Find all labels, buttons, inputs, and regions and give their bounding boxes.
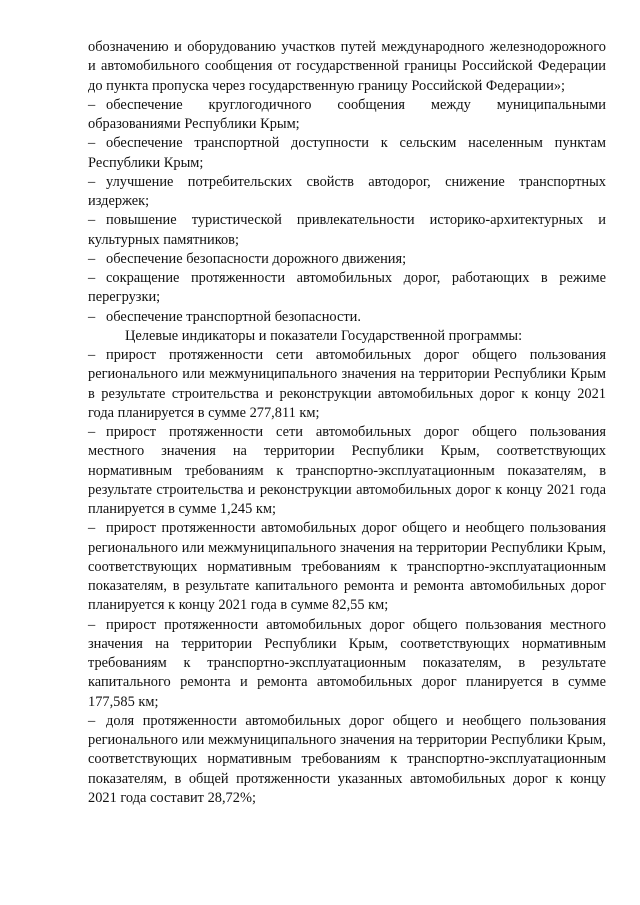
dash-marker: – [88,424,96,440]
list-item-text: обеспечение транспортной безопасности. [106,308,361,325]
list-item-text: прирост протяженности автомобильных дорог общего и необщего пользования регионального или межмуниципального значения на территории Республики Крым, соответствующих нормативным требованиям к транспортно-эксплуатационным показателям, в результате капитального ремонта и ремонта автомобильных дорог планируется к концу 2021 года в сумме 82,55 км; [88,520,606,614]
dash-marker: – [88,270,96,286]
list-item-text: прирост протяженности сети автомобильных дорог общего пользования местного значения на территории Республики Крым, соответствующих нормативным требованиям к транспортно-эксплуатационным показателям, в результате строительства и реконструкции автомобильных дорог к концу 2021 года планируется в сумме 1,245 км; [88,424,606,517]
list-item [88,134,606,173]
list-item-text: прирост протяженности сети автомобильных дорог общего пользования регионального или межмуниципального значения на территории Республики Крым в результате строительства и реконструкции автомобильных дорог к концу 2021 года планируется в сумме 277,811 км; [88,347,606,421]
paragraph-text: обозначению и оборудованию участков путей международного железнодорожного и автомобильного сообщения от государственной границы Российской Федерации до пункта пропуска через государственную границу Российской Федерации»; [88,39,606,94]
dash-marker: – [88,520,96,537]
list-item-text: улучшение потребительских свойств автодорог, снижение транспортных издержек; [88,173,606,209]
list-item [88,173,606,212]
list-item-text: обеспечение круглогодичного сообщения между муниципальными образованиями Республики Крым; [88,96,606,132]
dash-marker: – [88,347,96,363]
dash-marker: – [88,616,96,633]
list-item [88,712,606,808]
list-item-text: доля протяженности автомобильных дорог общего и необщего пользования регионального или межмуниципального значения на территории Республики Крым, соответствующих нормативным требованиям к транспортно-эксплуатационным показателям, в общей протяженности указанных автомобильных дорог к концу 2021 года составит 28,72%; [88,712,606,806]
dash-marker: – [88,96,96,113]
section-heading [88,327,606,346]
list-item-text: повышение туристической привлекательности историко-архитектурных и культурных памятников; [88,212,606,248]
dash-marker: – [88,135,96,152]
dash-marker: – [88,308,96,325]
list-item [88,346,606,423]
section-heading-text: Целевые индикаторы и показатели Государственной программы: [125,327,523,344]
list-item-text: обеспечение транспортной доступности к сельским населенным пунктам Республики Крым; [88,135,606,171]
paragraph-continuation [88,38,606,96]
dash-marker: – [88,712,96,729]
dash-marker: – [88,250,96,267]
list-item [88,519,606,615]
list-item [88,308,606,327]
list-item-text: прирост протяженности автомобильных дорог общего пользования местного значения на территории Республики Крым, соответствующих нормативным требованиям к транспортно-эксплуатационным показателям, в результате капитального ремонта и ремонта автомобильных дорог планируется в сумме 177,585 км; [88,616,606,710]
list-item-text: обеспечение безопасности дорожного движения; [106,250,407,267]
list-item [88,616,606,712]
list-item-text: сокращение протяженности автомобильных дорог, работающих в режиме перегрузки; [88,270,606,306]
list-item [88,250,606,269]
list-item [88,423,606,519]
list-item [88,96,606,135]
dash-marker: – [88,173,96,190]
list-item [88,211,606,250]
list-item [88,269,606,308]
dash-marker: – [88,212,96,229]
document-page [88,38,606,808]
